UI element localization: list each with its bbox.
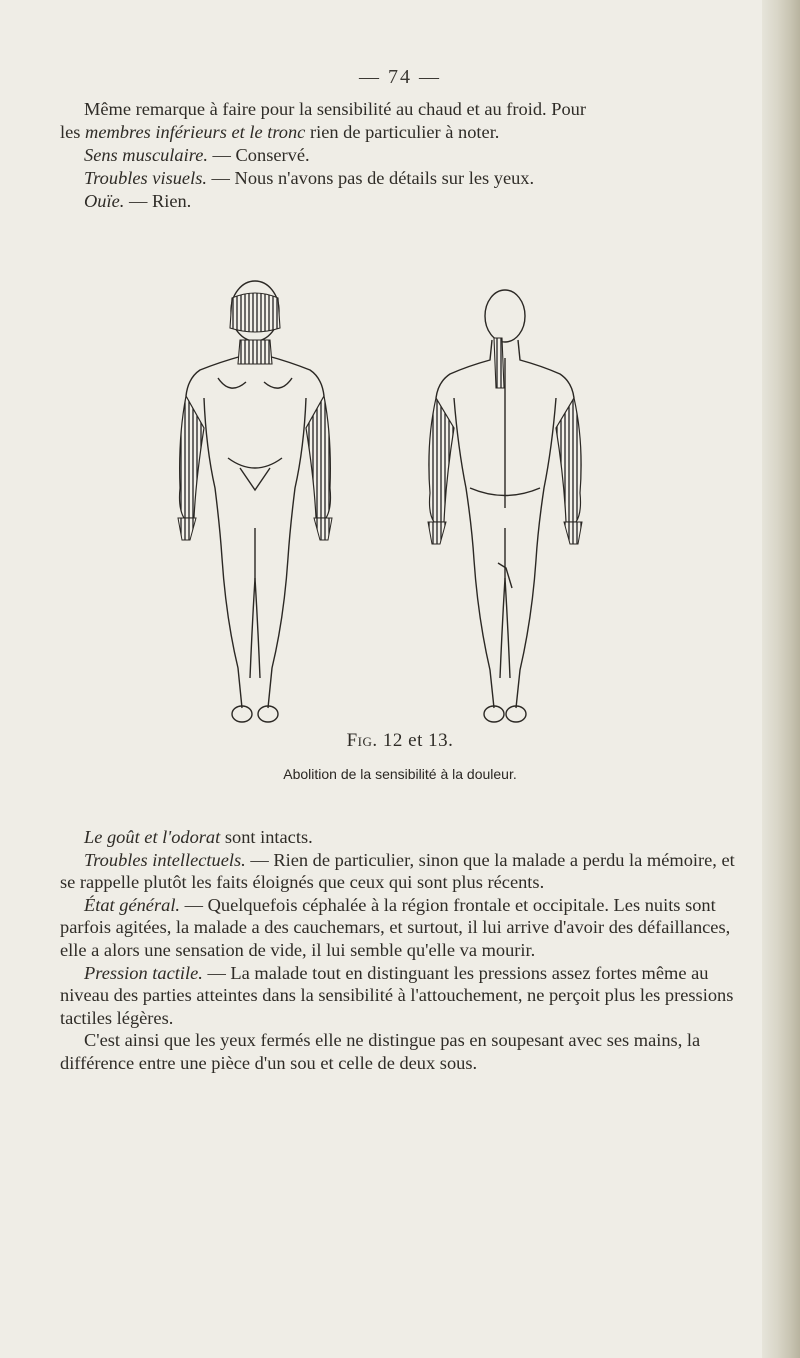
paragraph-intellectual: Troubles intellectuels. — Rien de particulier, sinon que la malade a perdu la mémoire, et se rappelle plutôt les faits éloignés que ceux qui sont plus récents.: [60, 849, 735, 893]
back-left-hand-hatched: [428, 522, 446, 544]
back-right-hand-hatched: [564, 522, 582, 544]
paragraph-coins: C'est ainsi que les yeux fermés elle ne distingue pas en soupesant avec ses mains, la différence entre une pièce d'un sou et celle de deux sous.: [60, 1030, 701, 1073]
front-left-arm-hatched: [180, 396, 205, 518]
paragraph-visual: Troubles visuels. — Nous n'avons pas de détails sur les yeux.: [84, 168, 535, 188]
back-neck-hatched: [494, 338, 504, 388]
front-head-hatched: [230, 293, 280, 332]
page-number: — 74 —: [359, 66, 441, 88]
back-left-foot: [484, 706, 504, 722]
paragraph-hearing: Ouïe. — Rien.: [84, 191, 192, 211]
paragraph-muscle-sense: Sens musculaire. — Conservé.: [84, 145, 310, 165]
scan-page-edge: [762, 0, 800, 1358]
back-head-outline: [485, 290, 525, 342]
paragraph-taste-smell: Le goût et l'odorat sont intacts.: [84, 827, 313, 847]
body-diagram-figure: [160, 278, 640, 728]
back-right-foot: [506, 706, 526, 722]
figure-subcaption: Abolition de la sensibilité à la douleur.: [283, 766, 517, 782]
front-left-hand-hatched: [178, 518, 196, 540]
front-neck-hatched: [238, 340, 272, 364]
back-left-arm-hatched: [429, 398, 454, 522]
paragraph-temperature: Même remarque à faire pour la sensibilité au chaud et au froid. Pour: [84, 99, 586, 119]
body-text: [60, 826, 750, 1075]
paragraph-tactile-pressure: Pression tactile. — La malade tout en distinguant les pressions assez fortes même au niveau des parties atteintes dans la sensibilité à l'attouchement, ne perçoit plus les pressions tactiles légères.: [60, 962, 734, 1028]
back-view-figure: [436, 290, 574, 722]
front-right-arm-hatched: [306, 396, 331, 518]
back-right-arm-hatched: [556, 398, 581, 522]
figure-caption: Fig. 12 et 13.: [346, 730, 454, 751]
front-left-foot: [232, 706, 252, 722]
front-right-hand-hatched: [314, 518, 332, 540]
paragraph-general-state: État général. — Quelquefois céphalée à la région frontale et occipitale. Les nuits sont parfois agitées, la malade a des cauchemars, et surtout, il lui arrive d'avoir des défaillances, elle a alors une sensation de vide, il lui semble qu'elle va mourir.: [60, 894, 731, 960]
paragraph-lower-limbs: les membres inférieurs et le tronc rien de particulier à noter.: [60, 122, 500, 142]
front-right-foot: [258, 706, 278, 722]
